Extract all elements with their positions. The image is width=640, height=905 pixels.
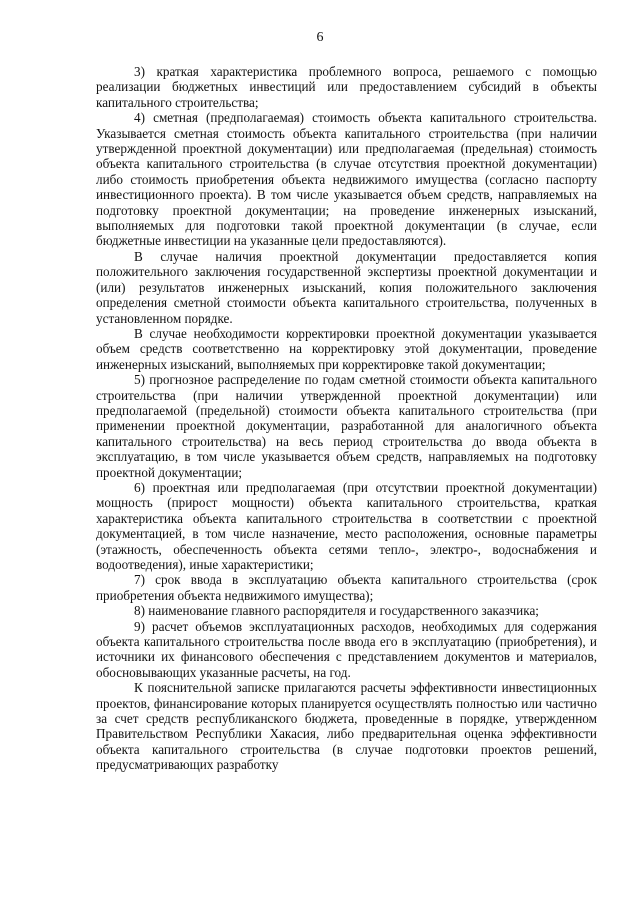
paragraph-item-9: 9) расчет объемов эксплуатационных расходов, необходимых для содержания объекта капитального строительства после ввода его в эксплуатацию (приобретения), и источники их финансового обеспечения с представлением документов и материалов, обосновывающих указанные расчеты, на год.	[96, 618, 597, 680]
paragraph-project-docs-correction: В случае необходимости корректировки проектной документации указывается объем средств соответственно на корректировку этой документации, проведение инженерных изысканий, выполняемых при корректировке такой документации;	[96, 325, 597, 372]
paragraph-item-8: 8) наименование главного распорядителя и государственного заказчика;	[134, 603, 539, 619]
paragraph-attachments: К пояснительной записке прилагаются расчеты эффективности инвестиционных проектов, финансирование которых планируется осуществлять полностью или частично за счет средств республиканского бюджета, проведенные в порядке, утвержденном Правительством Республики Хакасия, либо предварительная оценка эффективности объекта капитального строительства (в случае подготовки проектов решений, предусматривающих разработку	[96, 680, 597, 773]
paragraph-item-6: 6) проектная или предполагаемая (при отсутствии проектной документации) мощность (прирост мощности) объекта капитального строительства, краткая характеристика объекта капитального строительства в соответствии с проектной документацией, в том числе назначение, место расположения, основные параметры (этажность, обеспеченность объекта сетями тепло-, электро-, водоснабжения и водоотведения), иные характеристики;	[96, 479, 597, 572]
paragraph-item-3: 3) краткая характеристика проблемного вопроса, решаемого с помощью реализации бюджетных инвестиций или предоставлением субсидий в объекты капитального строительства;	[96, 64, 597, 110]
paragraph-item-4: 4) сметная (предполагаемая) стоимость объекта капитального строительства. Указывается сметная стоимость объекта капитального строительства (при наличии утвержденной проектной документации) или предполагаемая (предельная) стоимость объекта капитального строительства (в случае отсутствия проектной документации) либо стоимость приобретения объекта недвижимого имущества (согласно паспорту инвестиционного проекта). В том числе указывается объем средств, направляемых на подготовку проектной документации; на проведение инженерных изысканий, выполняемых для подготовки такой проектной документации (в случае, если бюджетные инвестиции на указанные цели предоставляются).	[96, 110, 597, 249]
paragraph-item-5: 5) прогнозное распределение по годам сметной стоимости объекта капитального строительства (при наличии утвержденной проектной документации) или предполагаемой (предельной) стоимости объекта капитального строительства (при применении проектной документации, разработанной для аналогичного объекта капитального строительства) на весь период строительства до ввода объекта в эксплуатацию, в том числе указывается объем средств, направляемых на подготовку проектной документации;	[96, 372, 597, 480]
page-number: 6	[316, 30, 324, 45]
paragraph-project-docs-available: В случае наличия проектной документации предоставляется копия положительного заключения государственной экспертизы проектной документации и (или) результатов инженерных изысканий, копия положительного заключения определения сметной стоимости объекта капитального строительства, полученных в установленном порядке.	[96, 248, 597, 326]
document-body	[96, 64, 597, 773]
paragraph-item-7: 7) срок ввода в эксплуатацию объекта капитального строительства (срок приобретения объекта недвижимого имущества);	[96, 572, 597, 603]
